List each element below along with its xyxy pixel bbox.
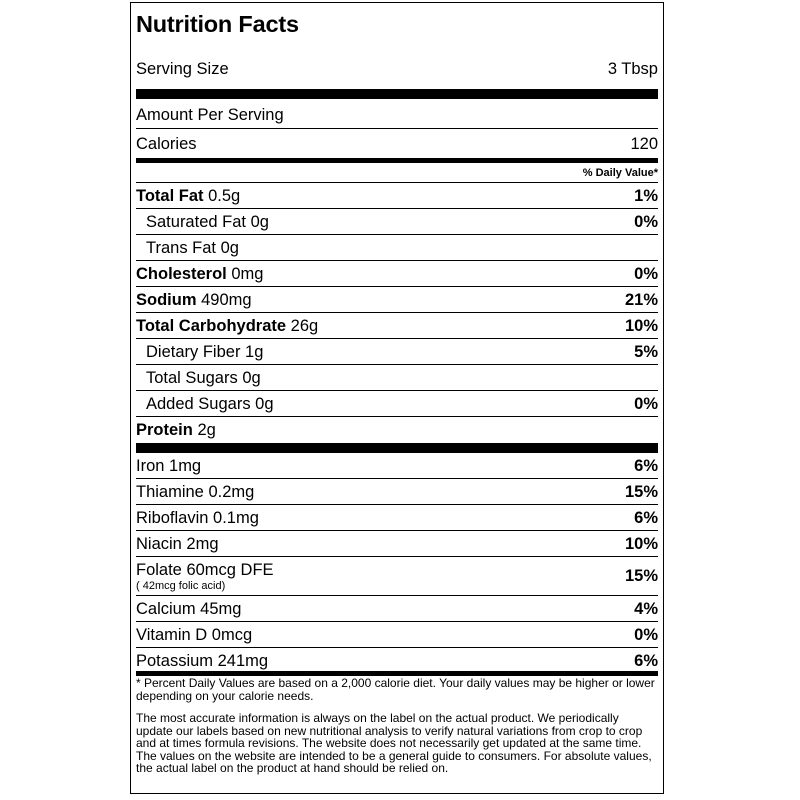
vitamin-dv: 15% — [624, 483, 658, 501]
divider — [136, 338, 658, 339]
nutrient-row — [136, 420, 658, 440]
vitamin-row — [136, 482, 658, 502]
nutrient-name: Total Carbohydrate — [136, 317, 291, 335]
divider — [136, 128, 658, 129]
vitamin-name: Vitamin D 0mcg — [136, 626, 253, 644]
divider — [136, 364, 658, 365]
divider — [136, 260, 658, 261]
serving-size-label: Serving Size — [136, 60, 229, 78]
vitamin-name: Thiamine 0.2mg — [136, 483, 255, 501]
nutrient-dv: 21% — [624, 291, 658, 309]
nutrient-amount: 26g — [290, 317, 319, 335]
divider — [136, 208, 658, 209]
divider — [136, 595, 658, 596]
nutrient-dv: 1% — [634, 187, 658, 205]
vitamin-dv: 6% — [634, 652, 658, 670]
divider — [136, 621, 658, 622]
vitamin-row — [136, 651, 658, 671]
divider — [136, 478, 658, 479]
vitamin-name: Potassium 241mg — [136, 652, 269, 670]
vitamin-name: Niacin 2mg — [136, 535, 219, 553]
divider — [136, 182, 658, 183]
folic-acid-note: ( 42mcg folic acid) — [136, 580, 226, 592]
nutrient-name: Cholesterol — [136, 265, 232, 283]
nutrient-row — [136, 238, 658, 258]
nutrient-amount: 0g — [250, 213, 269, 231]
thick-divider — [136, 443, 658, 453]
nutrient-amount: 0g — [242, 369, 261, 387]
divider — [136, 312, 658, 313]
amount-per-serving: Amount Per Serving — [136, 106, 284, 124]
nutrient-amount: 0.5g — [208, 187, 241, 205]
nutrient-amount: 490mg — [201, 291, 252, 309]
disclaimer: The most accurate information is always on the label on the actual product. We periodically update our labels based on new nutritional analysis to verify natural variations from crop to crop and at times formula revisions. The website does not necessarily get updated at the same time. The values on the website are intended to be a general guide to consumers. For absolute values, the actual label on the product at hand should be relied on. — [136, 711, 652, 775]
vitamin-row — [136, 534, 658, 554]
nutrient-amount: 2g — [197, 421, 216, 439]
vitamin-dv: 0% — [634, 626, 658, 644]
nutrient-name: Trans Fat — [146, 239, 221, 257]
nutrient-row — [136, 264, 658, 284]
vitamin-dv: 6% — [634, 457, 658, 475]
nutrient-row — [136, 212, 658, 232]
nutrient-row — [136, 394, 658, 414]
nutrient-dv: 5% — [634, 343, 658, 361]
label-title: Nutrition Facts — [136, 11, 299, 37]
divider — [136, 286, 658, 287]
nutrient-name: Sodium — [136, 291, 202, 309]
vitamin-dv: 10% — [624, 535, 658, 553]
calories-row — [136, 134, 658, 154]
nutrient-amount: 0g — [255, 395, 274, 413]
divider — [136, 530, 658, 531]
nutrient-name: Saturated Fat — [146, 213, 251, 231]
vitamin-row — [136, 456, 658, 476]
vitamin-name: Calcium 45mg — [136, 600, 242, 618]
thick-divider — [136, 89, 658, 99]
vitamin-dv: 15% — [624, 567, 658, 585]
footnote: * Percent Daily Values are based on a 2,000 calorie diet. Your daily values may be higher or lower depending on your calorie needs. — [136, 676, 655, 703]
daily-value-header: % Daily Value* — [582, 167, 658, 179]
vitamin-name: Folate 60mcg DFE — [136, 561, 274, 579]
calories-label: Calories — [136, 135, 197, 153]
nutrient-amount: 1g — [245, 343, 264, 361]
vitamin-row — [136, 560, 658, 585]
vitamin-dv: 4% — [634, 600, 658, 618]
medium-divider — [136, 158, 658, 163]
nutrient-dv: 0% — [634, 213, 658, 231]
divider — [136, 504, 658, 505]
nutrient-row — [136, 368, 658, 388]
nutrition-facts-label — [130, 2, 664, 794]
nutrient-name: Dietary Fiber — [146, 343, 246, 361]
nutrient-row — [136, 316, 658, 336]
divider — [136, 556, 658, 557]
vitamin-row — [136, 625, 658, 645]
nutrient-row — [136, 342, 658, 362]
nutrient-amount: 0g — [220, 239, 239, 257]
nutrient-name: Total Sugars — [146, 369, 243, 387]
divider — [136, 416, 658, 417]
divider — [136, 234, 658, 235]
calories-value: 120 — [630, 135, 658, 153]
divider — [136, 647, 658, 648]
nutrient-row — [136, 290, 658, 310]
nutrient-dv: 0% — [634, 265, 658, 283]
nutrient-name: Added Sugars — [146, 395, 256, 413]
vitamin-name: Riboflavin 0.1mg — [136, 509, 259, 527]
serving-size-row — [136, 59, 658, 79]
divider — [136, 390, 658, 391]
vitamin-dv: 6% — [634, 509, 658, 527]
serving-size-value: 3 Tbsp — [607, 60, 658, 78]
nutrient-dv: 0% — [634, 395, 658, 413]
vitamin-row — [136, 599, 658, 619]
nutrient-amount: 0mg — [231, 265, 264, 283]
nutrient-name: Protein — [136, 421, 198, 439]
vitamin-name: Iron 1mg — [136, 457, 202, 475]
vitamin-row — [136, 508, 658, 528]
nutrient-name: Total Fat — [136, 187, 209, 205]
nutrient-row — [136, 186, 658, 206]
nutrient-dv: 10% — [624, 317, 658, 335]
